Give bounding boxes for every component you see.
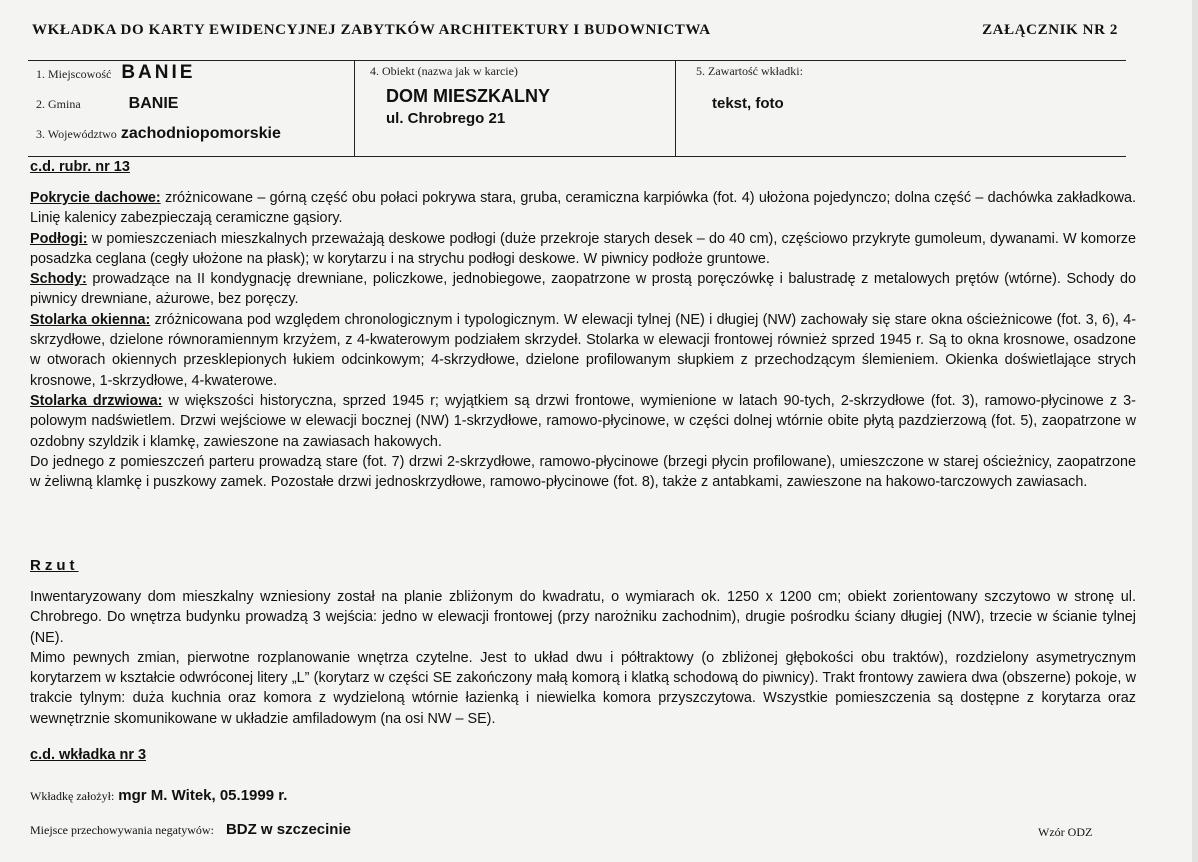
object-label: 4. Obiekt (nazwa jak w karcie) [370, 64, 518, 78]
section-doors-continued [30, 452, 1136, 493]
rzut-heading: Rzut [30, 557, 79, 574]
section-text: zróżnicowane – górną część obu połaci pokrywa stara, gruba, ceramiczna karpiówka (fot. 4) ułożona pojedynczo; dolna część – dachówka zakładkowa. Linię kalenicy zabezpieczają ceramiczne gąsiory. [30, 190, 1136, 227]
section-text: prowadzące na II kondygnację drewniane, policzkowe, jednobiegowe, zaopatrzone w prostą poręczówkę i balustradę z metalowych prętów (wtórne). Schody do piwnicy drewniane, ażurowe, bez poręczy. [30, 271, 1136, 308]
section-heading: Podłogi: [30, 230, 88, 247]
rzut-paragraph: Mimo pewnych zmian, pierwotne rozplanowanie wnętrza czytelne. Jest to układ dwu i półtraktowy (o zbliżonej głębokości obu traktów), rozdzielony asymetrycznym korytarzem w kształcie odwróconej litery „L” (korytarz w części SE zakończony małą komorą i klatką schodową do piwnicy). Trakt frontowy zawiera dwa (obszerne) pokoje, w trakcie tylnym: duża kuchnia oraz komora z wydzieloną wtórnie łazienką i niewielka komora przyszczytowa. Wszystkie pomieszczenia są dostępne z korytarza oraz wewnętrznie skomunikowane w układzie amfiladowym (na osi NW – SE). [30, 649, 1136, 727]
locality-value: BANIE [121, 62, 196, 83]
section-heading: Pokrycie dachowe: [30, 190, 161, 206]
commune-field [36, 95, 178, 113]
voivodeship-field [36, 125, 281, 143]
form-label: Wzór ODZ [1038, 825, 1093, 839]
description-body [30, 188, 1136, 492]
object-address: ul. Chrobrego 21 [386, 110, 506, 127]
commune-label: 2. Gmina [36, 97, 81, 111]
author-line [30, 787, 287, 804]
section-text: w pomieszczeniach mieszkalnych przeważają deskowe podłogi (duże przekroje starych desek – do 40 cm), częściowo przykryte gumoleum, dywanami. W komorze posadzka ceglana (cegły ułożone na płask); w korytarzu i na strychu podłogi deskowe. W piwnicy podłoże gruntowe. [30, 230, 1136, 267]
header-box-divider-1 [354, 60, 355, 157]
author-value: mgr M. Witek, 05.1999 r. [118, 787, 288, 804]
header-box-top-rule [28, 60, 1126, 61]
rzut-body [30, 587, 1136, 729]
locality-field [36, 62, 195, 84]
section-windows [30, 310, 1136, 391]
storage-line [30, 821, 351, 838]
annex-number: ZAŁĄCZNIK NR 2 [982, 22, 1118, 38]
section-doors [30, 391, 1136, 452]
section-text: Do jednego z pomieszczeń parteru prowadzą stare (fot. 7) drzwi 2-skrzydłowe, ramowo-płycinowe (brzegi płycin profilowane), umieszczone w starej ościeżnicy, zaopatrzone w żeliwną klamkę i puszkowy zamek. Pozostałe drzwi jednoskrzydłowe, ramowo-płycinowe (fot. 8), także z antabkami, zawieszone na hakowo-tarczowych zawiasach. [30, 453, 1136, 491]
section-roofing [30, 188, 1136, 229]
document-title: WKŁADKA DO KARTY EWIDENCYJNEJ ZABYTKÓW ARCHITEKTURY I BUDOWNICTWA [32, 22, 711, 38]
section-heading: Stolarka drzwiowa: [30, 392, 163, 409]
section-stairs [30, 269, 1136, 310]
section-heading: Stolarka okienna: [30, 311, 151, 328]
storage-label: Miejsce przechowywania negatywów: [30, 823, 214, 837]
author-label: Wkładkę założył: [30, 789, 115, 803]
continuation-end-label: c.d. wkładka nr 3 [30, 747, 147, 763]
section-text: zróżnicowana pod względem chronologicznym i typologicznym. W elewacji tylnej (NE) i długiej (NW) zachowały się stare okna ościeżnicowe (fot. 3, 6), 4-skrzydłowe, dzielone równoramiennym krzyżem, z 4-kwaterowym podziałem skrzydeł. Stolarka w elewacji frontowej również sprzed 1945 r. Są to okna krosnowe, osadzone w otworach okiennych przesklepionych łukiem odcinkowym; 4-skrzydłowe, dzielone profilowanym słupkiem z przechodzącym ślemieniem. Okienka doświetlające strych krosnowe, 1-skrzydłowe, 4-kwaterowe. [30, 311, 1136, 389]
header-box-divider-2 [675, 60, 676, 157]
locality-label: 1. Miejscowość [36, 67, 112, 81]
section-floors [30, 229, 1136, 270]
rzut-paragraph: Inwentaryzowany dom mieszkalny wzniesiony został na planie zbliżonym do kwadratu, o wymiarach ok. 1250 x 1200 cm; obiekt zorientowany szczytowo w stronę ul. Chrobrego. Do wnętrza budynku prowadzą 3 wejścia: jedno w elewacji frontowej (przy narożniku zachodnim), drugie pośrodku ściany długiej (NW), trzecie w ścianie tylnej (NE). [30, 589, 1136, 646]
continuation-label: c.d. rubr. nr 13 [30, 159, 130, 175]
object-name: DOM MIESZKALNY [386, 86, 550, 106]
storage-value: BDZ w szczecinie [225, 821, 351, 838]
commune-value: BANIE [128, 95, 179, 112]
content-label: 5. Zawartość wkładki: [696, 64, 803, 78]
voivodeship-value: zachodniopomorskie [120, 125, 281, 142]
voivodeship-label: 3. Województwo [36, 127, 117, 141]
header-box-bottom-rule [28, 156, 1126, 157]
content-value: tekst, foto [712, 95, 784, 112]
section-heading: Schody: [30, 271, 87, 288]
section-text: w większości historyczna, sprzed 1945 r; wyjątkiem są drzwi frontowe, wymienione w latach 90-tych, 2-skrzydłowe (fot. 3), ramowo-płycinowe z 3-polowym nadświetlem. Drzwi wejściowe w elewacji bocznej (NW) 1-skrzydłowe, ramowo-płycinowe, w części dolnej wtórnie obite płytą pazdzierzową (fot. 5), zaopatrzone w ozdobny szyldzik i klamkę, zawieszone na zawiasach hakowych. [30, 392, 1136, 450]
page-edge [1192, 0, 1198, 862]
